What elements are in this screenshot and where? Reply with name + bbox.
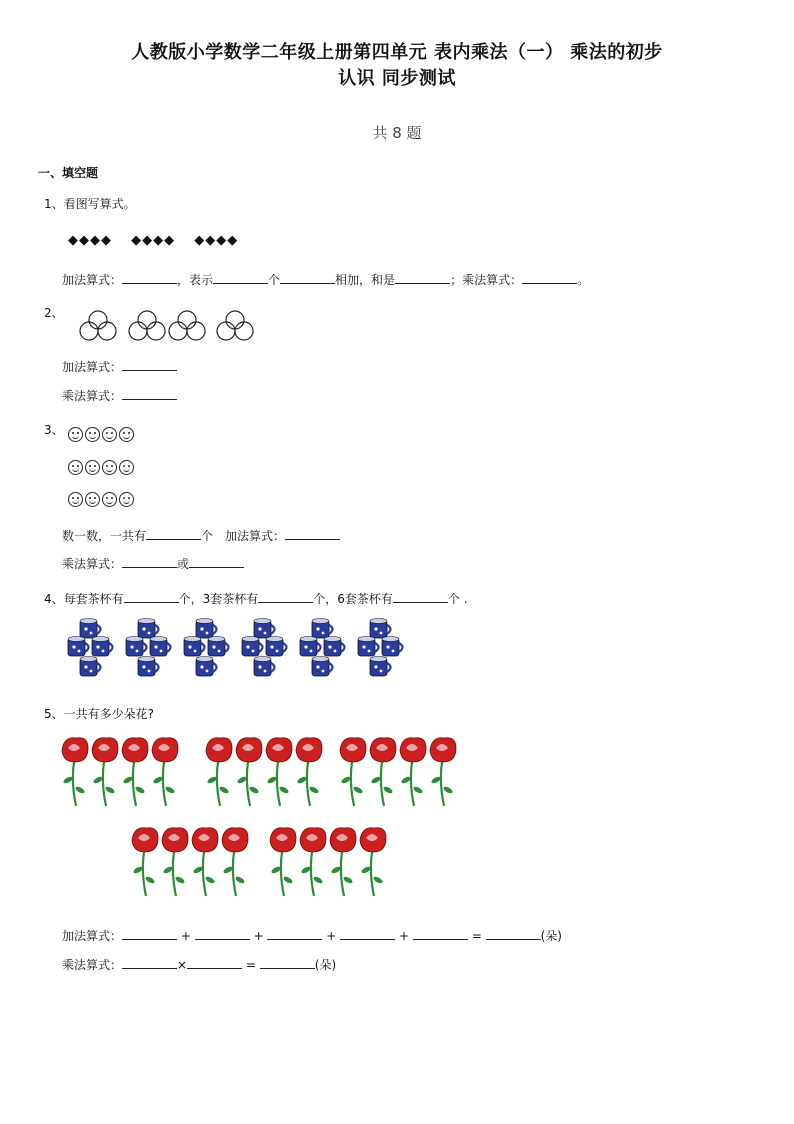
times-sign: × [177, 958, 188, 972]
q3-text: 个 加法算式： [201, 529, 286, 543]
smiley-icon [102, 460, 117, 475]
answer-blank[interactable] [258, 590, 313, 603]
q2-add-line [62, 358, 177, 375]
tea-cup-icon [138, 619, 159, 639]
q4-line [44, 590, 468, 607]
rose-icon [152, 738, 178, 806]
answer-blank[interactable] [122, 927, 177, 940]
smiley-icon [68, 427, 83, 442]
tea-cup-icon [370, 657, 391, 677]
q5-text: 乘法算式： [62, 958, 123, 972]
q5-label: 5、一共有多少朵花? [44, 707, 155, 721]
q3-text: 或 [177, 557, 190, 571]
q5-add-line [62, 927, 562, 944]
tea-cup-icon [242, 637, 263, 657]
answer-blank[interactable] [124, 590, 179, 603]
tea-cup-icon [266, 637, 287, 657]
question-count: 共 8 题 [372, 124, 422, 142]
q1-answer-line [62, 271, 589, 288]
equals-sign: = [245, 958, 256, 972]
tea-cup-icon [312, 619, 333, 639]
circle-icon [226, 311, 244, 329]
q3-text: 数一数，一共有 [62, 529, 147, 543]
q1-text: 加法算式： [62, 273, 123, 287]
rose-icon [270, 828, 296, 896]
tea-cup-icon [184, 637, 205, 657]
rose-icon [62, 738, 88, 806]
circle-icon [80, 322, 98, 340]
q5-text: 加法算式： [62, 929, 123, 943]
q1-text: ；乘法算式： [450, 273, 523, 287]
rose-icon [266, 738, 292, 806]
answer-blank[interactable] [280, 271, 335, 284]
q4-text: 个，6套茶杯有 [313, 592, 393, 606]
rose-icon [370, 738, 396, 806]
rose-icon [340, 738, 366, 806]
smiley-icon [85, 427, 100, 442]
rose-bunch [132, 828, 248, 896]
circle-icon [178, 311, 196, 329]
rose-icon [192, 828, 218, 896]
q3-line-2 [62, 555, 244, 572]
tea-cup-icon [370, 619, 391, 639]
rose-icon [296, 738, 322, 806]
q1-text: ，表示 [177, 273, 214, 287]
plus-sign: + [253, 929, 264, 943]
q4-text: 个 . [447, 592, 468, 606]
q1-text: 相加，和是 [335, 273, 396, 287]
title-line-1: 人教版小学数学二年级上册第四单元 表内乘法（一） 乘法的初步 [131, 42, 663, 63]
answer-blank[interactable] [522, 271, 577, 284]
plus-sign: + [180, 929, 191, 943]
equals-sign: = [471, 929, 482, 943]
smiley-row [68, 492, 136, 511]
circle-icon [147, 322, 165, 340]
q1-text: 个 [268, 273, 281, 287]
tea-cup-icon [138, 657, 159, 677]
answer-blank[interactable] [122, 387, 177, 400]
rose-bunch [270, 828, 386, 896]
rose-icon [92, 738, 118, 806]
smiley-icon [119, 427, 134, 442]
rose-bunch [62, 738, 178, 806]
smiley-icon [119, 460, 134, 475]
answer-blank[interactable] [195, 927, 250, 940]
tea-cup-icon [196, 657, 217, 677]
tea-cup-set [68, 619, 113, 677]
q3-line-1 [62, 527, 340, 544]
tea-cup-icon [254, 619, 275, 639]
tea-cup-icon [324, 637, 345, 657]
tea-cup-set [184, 619, 229, 677]
smiley-icon [68, 460, 83, 475]
smiley-icon [102, 427, 117, 442]
q2-mul-label: 乘法算式： [62, 389, 123, 403]
circle-icon [138, 311, 156, 329]
tea-cup-icon [196, 619, 217, 639]
answer-blank[interactable] [285, 527, 340, 540]
answer-blank[interactable] [189, 555, 244, 568]
circle-icon [169, 322, 187, 340]
tea-cup-set [126, 619, 171, 677]
tea-cup-icon [80, 657, 101, 677]
q5-unit: (朵) [314, 958, 337, 972]
tea-cup-sets [62, 618, 422, 686]
tea-cup-icon [126, 637, 147, 657]
diamond-group: ◆◆◆◆ [131, 233, 176, 248]
smiley-icon [119, 492, 134, 507]
q5-unit: (朵) [540, 929, 562, 943]
rose-bouquets [62, 734, 482, 914]
circle-icon [187, 322, 205, 340]
smiley-icon [68, 492, 83, 507]
diamond-group: ◆◆◆◆ [68, 233, 112, 248]
answer-blank[interactable] [395, 271, 450, 284]
answer-blank[interactable] [393, 590, 448, 603]
rose-icon [300, 828, 326, 896]
smiley-icon [85, 460, 100, 475]
tea-cup-set [300, 619, 345, 677]
q2-add-label: 加法算式： [62, 360, 123, 374]
rose-icon [400, 738, 426, 806]
answer-blank[interactable] [187, 956, 242, 969]
answer-blank[interactable] [413, 927, 468, 940]
q3-number: 3、 [44, 423, 64, 437]
q2-number: 2、 [44, 306, 64, 320]
rose-icon [122, 738, 148, 806]
answer-blank[interactable] [122, 555, 177, 568]
q1-diamonds [68, 233, 252, 248]
answer-blank[interactable] [122, 271, 177, 284]
answer-blank[interactable] [486, 927, 541, 940]
tea-cup-icon [150, 637, 171, 657]
q1-label: 1、看图写算式。 [44, 197, 136, 211]
rose-bunch [340, 738, 456, 806]
answer-blank[interactable] [122, 358, 177, 371]
q2-mul-line [62, 387, 177, 404]
tea-cup-set [358, 619, 403, 677]
answer-blank[interactable] [146, 527, 201, 540]
circle-icon [89, 311, 107, 329]
answer-blank[interactable] [260, 956, 315, 969]
smiley-row [68, 460, 136, 479]
circle-icon [129, 322, 147, 340]
smiley-icon [102, 492, 117, 507]
diamond-group: ◆◆◆◆ [194, 233, 239, 248]
plus-sign: + [399, 929, 410, 943]
q4-text: 个，3套茶杯有 [178, 592, 259, 606]
rose-icon [330, 828, 356, 896]
rose-icon [236, 738, 262, 806]
q5-mul-line [62, 956, 336, 973]
answer-blank[interactable] [122, 956, 177, 969]
rose-icon [360, 828, 386, 896]
tea-cup-icon [208, 637, 229, 657]
q1-text: 。 [577, 273, 590, 287]
tea-cup-icon [92, 637, 113, 657]
title-line-2: 认识 同步测试 [338, 68, 456, 89]
q3-text: 乘法算式： [62, 557, 123, 571]
smiley-icon [85, 492, 100, 507]
q4-text: 4、每套茶杯有 [44, 592, 124, 606]
tea-cup-icon [68, 637, 89, 657]
rose-icon [222, 828, 248, 896]
circle-icon [98, 322, 116, 340]
rose-icon [430, 738, 456, 806]
tea-cup-set [242, 619, 287, 677]
section-heading: 一、填空题 [38, 166, 99, 180]
tea-cup-icon [80, 619, 101, 639]
q2-circle-groups [72, 310, 272, 350]
rose-icon [162, 828, 188, 896]
smiley-row [68, 427, 136, 446]
rose-icon [206, 738, 232, 806]
rose-icon [132, 828, 158, 896]
circle-icon [217, 322, 235, 340]
answer-blank[interactable] [213, 271, 268, 284]
tea-cup-icon [358, 637, 379, 657]
plus-sign: + [326, 929, 337, 943]
tea-cup-icon [312, 657, 333, 677]
answer-blank[interactable] [267, 927, 322, 940]
circle-icon [235, 322, 253, 340]
rose-bunch [206, 738, 322, 806]
tea-cup-icon [382, 637, 403, 657]
answer-blank[interactable] [340, 927, 395, 940]
tea-cup-icon [254, 657, 275, 677]
tea-cup-icon [300, 637, 321, 657]
